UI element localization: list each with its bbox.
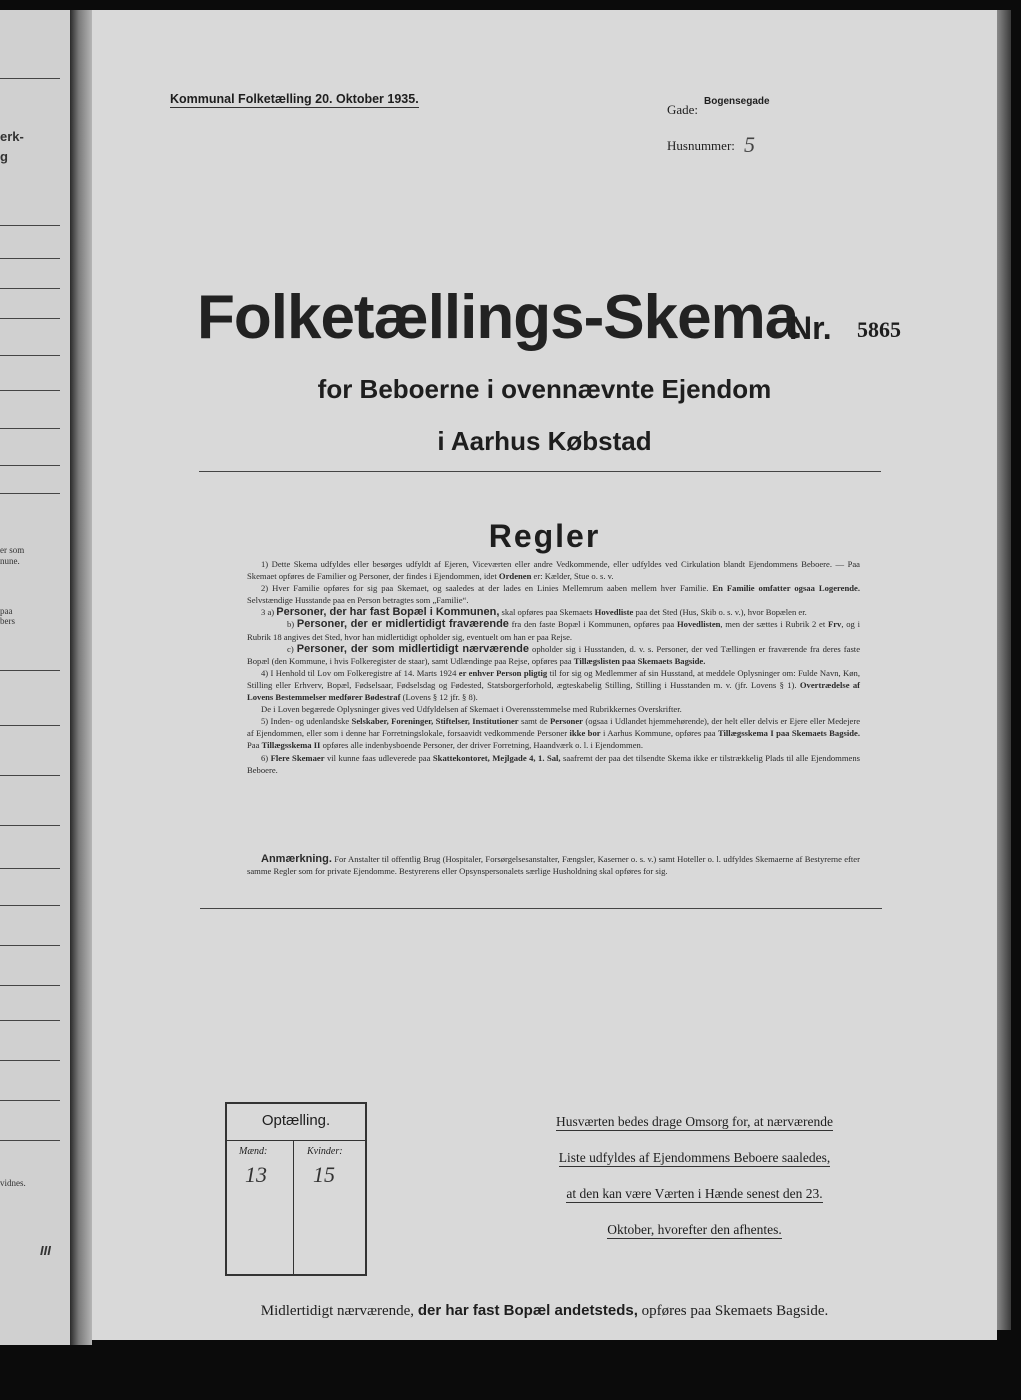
adjacent-page-fragment: bers bbox=[0, 616, 15, 626]
rule-3a: 3 a) Personer, der har fast Bopæl i Kommunen, skal opføres paa Skemaets Hovedliste paa det Sted (Hus, Skib o. s. v.), hvor Bopælen er. bbox=[261, 606, 807, 619]
count-box-title: Optælling. bbox=[261, 1112, 331, 1129]
adjacent-page-fragment: er som bbox=[0, 545, 25, 555]
rule-4: 4) I Henhold til Lov om Folkeregistre af 14. Marts 1924 er enhver Person pligtig til for sig og Medlemmer af sin Husstand, at meddele Oplysninger om: Fulde Navn, Køn, Stilling eller Erhverv, Bopæl, Fødselsaar, Fødselsdag og Fødested, Statsborgerforhold, ægteskabelig Stilling, Stilling i Husstanden m. v. (jfr. Lovens § 1). Overtrædelse af Lovens Bestemmelser medfører Bødestraf (Lovens § 12 jfr. § 8). bbox=[247, 667, 861, 703]
street-label: Gade: bbox=[667, 102, 699, 117]
women-count: 15 bbox=[313, 1162, 335, 1187]
census-title: Kommunal Folketælling 20. Oktober 1935. bbox=[170, 92, 419, 106]
notice-line: Husværten bedes drage Omsorg for, at nærværende bbox=[555, 1114, 834, 1129]
notice-line: at den kan være Værten i Hænde senest den 23. bbox=[566, 1186, 823, 1201]
adjacent-page-fragment: paa bbox=[0, 606, 13, 616]
rule-2: 2) Hver Familie opføres for sig paa Skemaet, og saaledes at der lades en Linies Mellemrum aaben mellem hver Familie. En Familie omfatter ogsaa Logerende. Selvstændige Husstande paa en Person betragtes som „Familie“. bbox=[247, 583, 860, 606]
form-number-label: Nr. bbox=[789, 310, 832, 346]
rules-heading: Regler bbox=[488, 518, 601, 554]
divider bbox=[199, 471, 881, 472]
rule-3c: c) Personer, der som midlertidigt nærværende opholder sig i Husstanden, d. v. s. Personer, der ved Tællingen er fraværende fra deres faste Bopæl (den Kommune, i hvis Folkeregister de staar), samt Udlændinge paa Rejse, opføres paa Tillægslisten paa Skemaets Bagside. bbox=[247, 642, 861, 666]
note-text: Anmærkning. For Anstalter til offentlig Brug (Hospitaler, Forsørgelsesanstalter, Fængsler, Kaserner o. s. v.) samt Hoteller o. l. udfyldes Skemaerne af Bestyrerne efter samme Regler som for private Ejendomme. Bestyrerens eller Opsynspersonalets særlige Husholdning skal opføres for sig. bbox=[247, 853, 860, 877]
form-title: Folketællings-Skema bbox=[197, 283, 799, 352]
rule-6: 6) Flere Skemaer vil kunne faas udleverede paa Skattekontoret, Mejlgade 4, 1. Sal, saafremt der paa det tilsendte Skema ikke er tilstrækkelig Plads til alle Ejendommens Beboere. bbox=[247, 752, 861, 775]
rule-1: 1) Dette Skema udfyldes eller besørges udfyldt af Ejeren, Viceværten eller andre Vedkommende, eller udfyldes ved Cirkulation blandt Ejendommens Beboere. — Paa Skemaet opføres de Familier og Personer, der findes i Ejendommen, idet Ordenen er: Kælder, Stue o. s. v. bbox=[247, 559, 860, 582]
notice-line: Liste udfyldes af Ejendommens Beboere saaledes, bbox=[558, 1150, 831, 1165]
rule-5: 5) Inden- og udenlandske Selskaber, Foreninger, Stiftelser, Institutioner samt de Personer (ogsaa i Udlandet hjemmehørende), der helt eller delvis er Ejere eller Medejere af Ejendommen, eller som i denne har Forretningslokale, forsaavidt vedkommende Personer ikke bor i Aarhus Kommune, opføres paa Tillægsskema I paa Skemaets Bagside. Paa Tillægsskema II opføres alle indenbysboende Personer, der driver Forretning, Haandværk o. l. i Ejendommen. bbox=[247, 716, 861, 751]
count-box bbox=[225, 1102, 367, 1276]
adjacent-page-fragment: III bbox=[40, 1243, 51, 1258]
rules-text bbox=[247, 558, 860, 776]
men-label: Mænd: bbox=[239, 1146, 268, 1157]
adjacent-page-fragment: erk- bbox=[0, 129, 24, 144]
adjacent-page-fragment: vidnes. bbox=[0, 1178, 26, 1188]
form-subtitle: for Beboerne i ovennævnte Ejendom bbox=[317, 374, 772, 404]
adjacent-page-strip bbox=[0, 10, 70, 1345]
footer-note: Midlertidigt nærværende, der har fast Bopæl andetsteds, opføres paa Skemaets Bagside. bbox=[260, 1302, 829, 1319]
adjacent-page-fragment: nune. bbox=[0, 556, 20, 566]
street-value: Bogensegade bbox=[704, 96, 770, 107]
house-number-value: 5 bbox=[744, 132, 755, 157]
note-label: Anmærkning. bbox=[261, 853, 332, 865]
notice-line: Oktober, hvorefter den afhentes. bbox=[607, 1222, 782, 1237]
rule-4b: De i Loven begærede Oplysninger gives ved Udfyldelsen af Skemaet i Overensstemmelse med Rubrikkernes Overskrifter. bbox=[261, 704, 682, 715]
book-gutter bbox=[70, 10, 92, 1345]
men-count: 13 bbox=[245, 1162, 267, 1187]
women-label: Kvinder: bbox=[307, 1146, 343, 1157]
landlord-notice bbox=[522, 1104, 867, 1248]
form-subtitle-city: i Aarhus Købstad bbox=[437, 426, 652, 456]
census-form-page bbox=[92, 10, 997, 1340]
adjacent-page-fragment: g bbox=[0, 149, 8, 164]
page-edge bbox=[997, 10, 1011, 1330]
form-number-value: 5865 bbox=[857, 317, 901, 342]
house-number-label: Husnummer: bbox=[667, 138, 735, 153]
rule-3b: b) Personer, der er midlertidigt fraværende fra den faste Bopæl i Kommunen, opføres paa Hovedlisten, men der sættes i Rubrik 2 et Frv, og i Rubrik 18 angives det Sted, hvor han midlertidigt opholder sig, eventuelt om han er paa Rejse. bbox=[247, 618, 860, 642]
divider bbox=[200, 908, 882, 909]
